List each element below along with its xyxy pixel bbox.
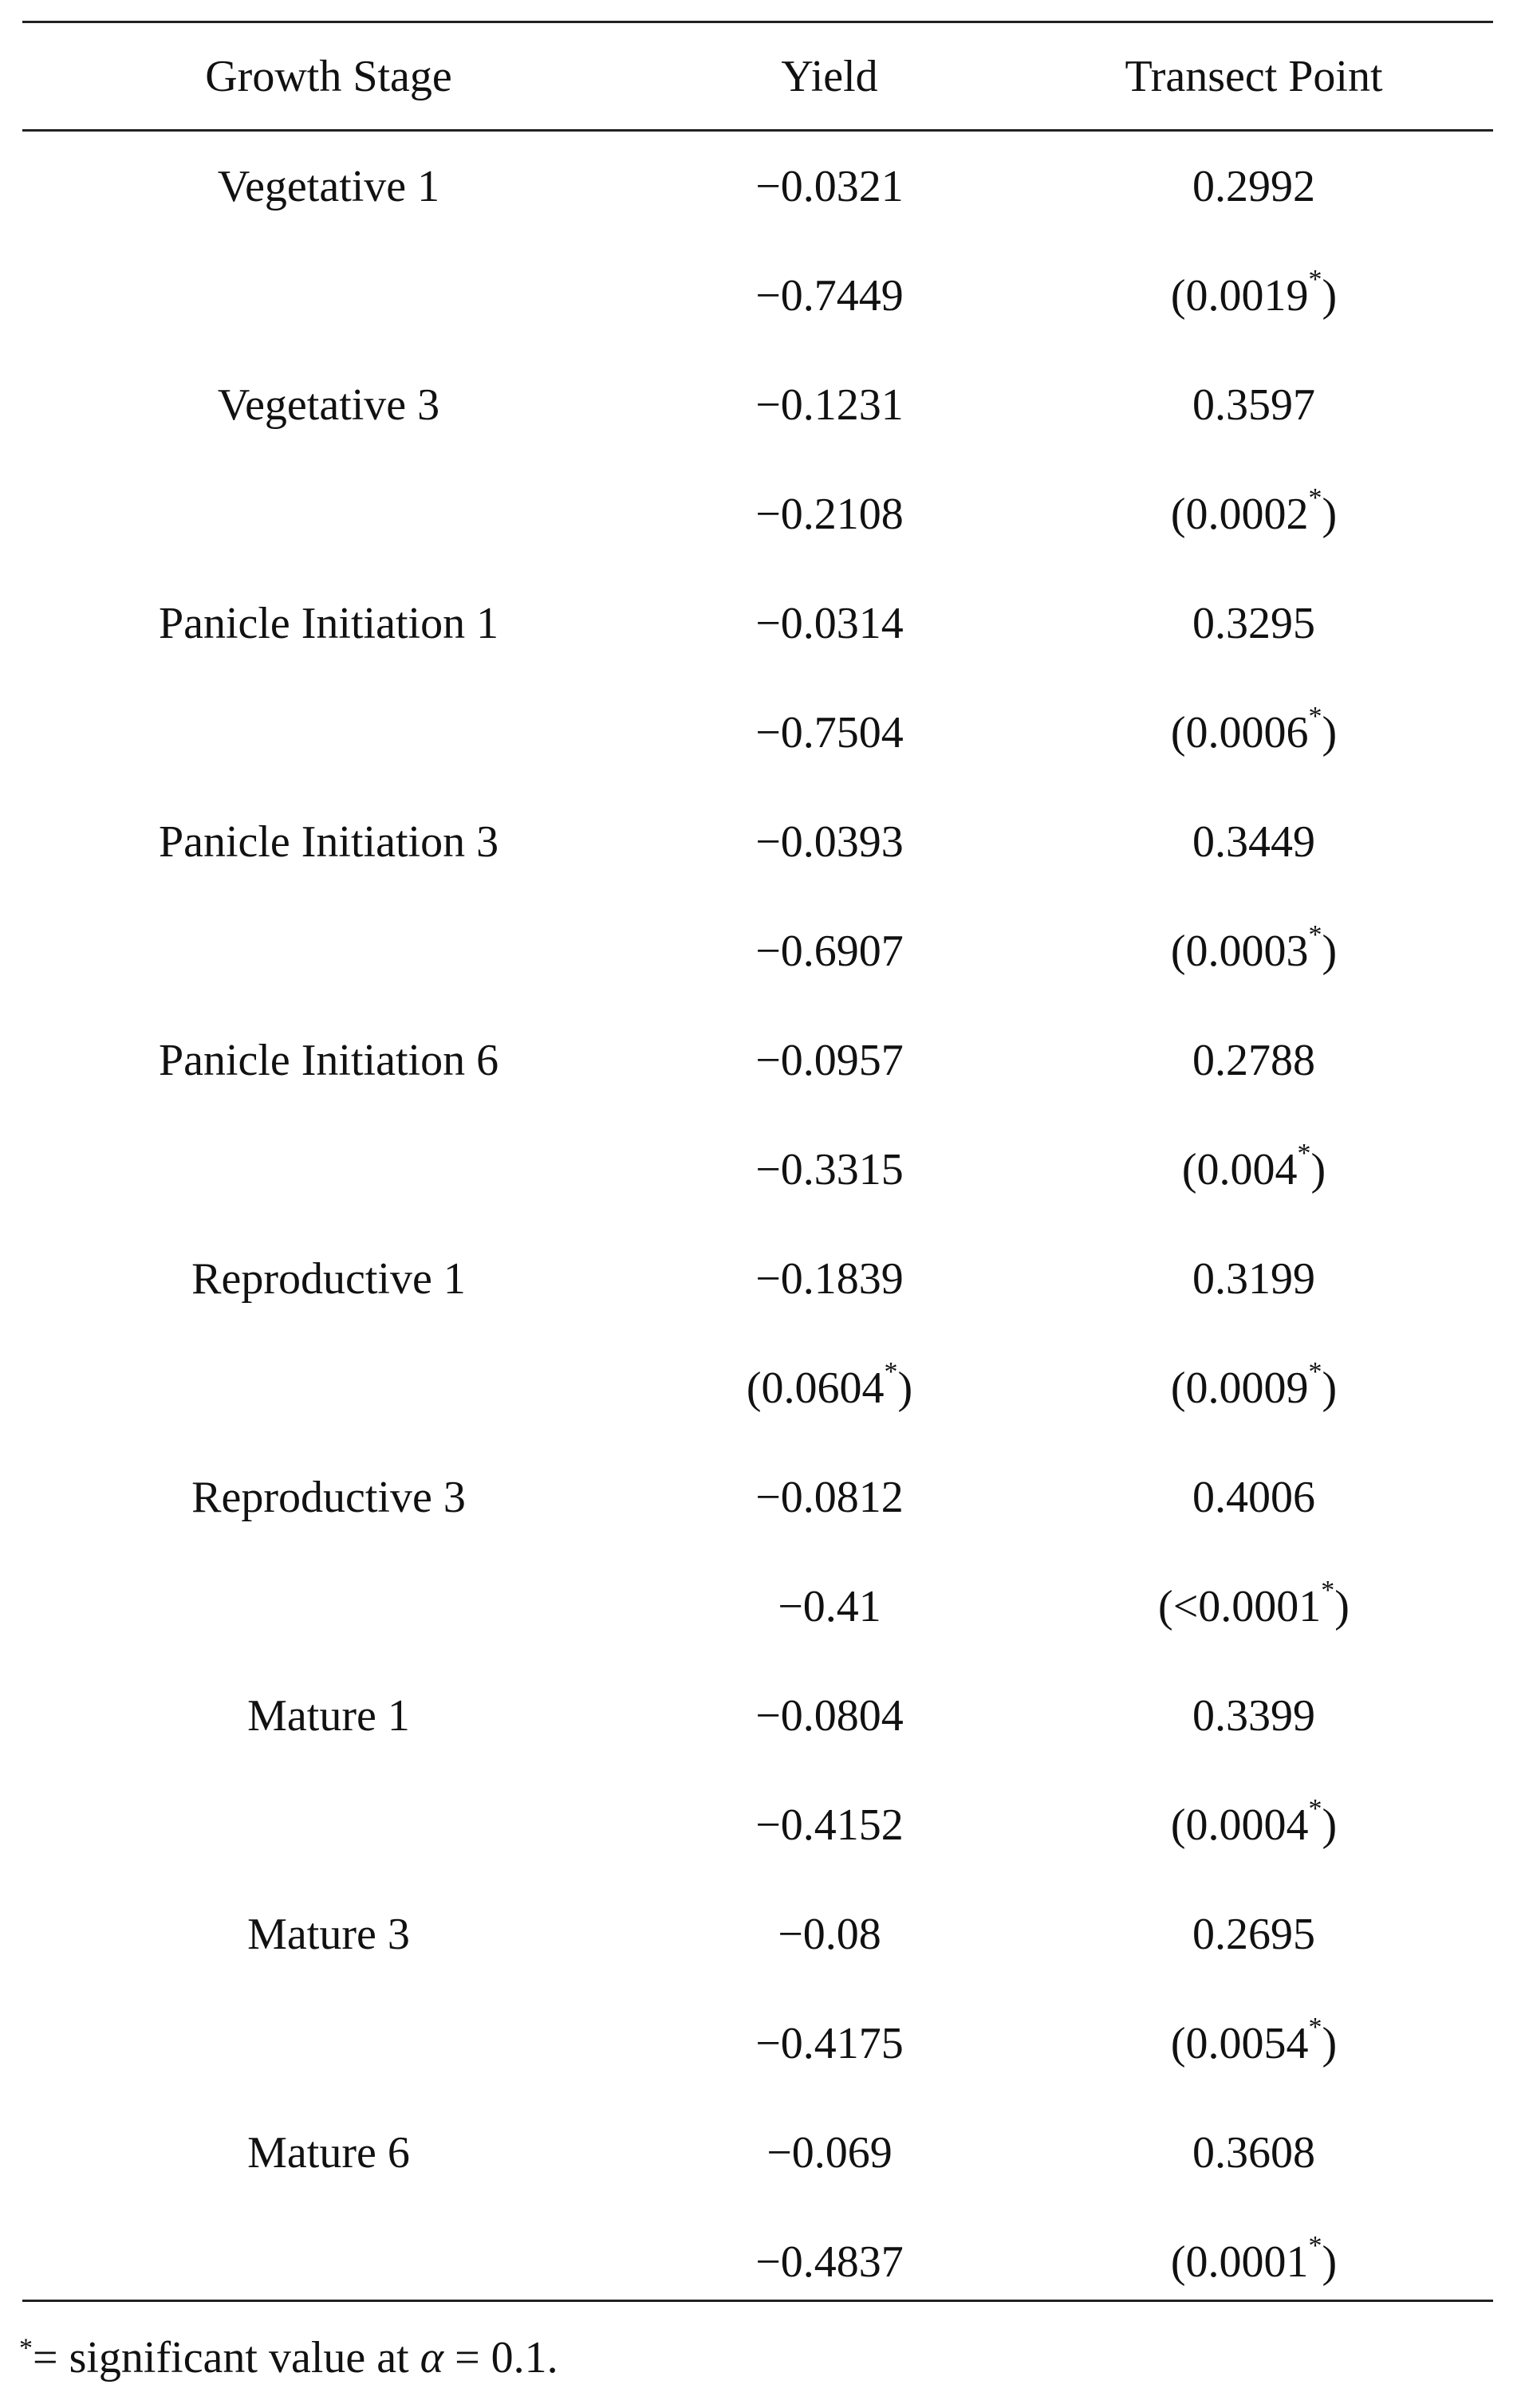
table-bottom-rule	[22, 2300, 1493, 2302]
cell-transect-point: (0.0001*)	[1170, 2231, 1338, 2287]
cell-transect-point: 0.3608	[1192, 2128, 1315, 2178]
cell-growth-stage: Reproductive 1	[191, 1254, 466, 1304]
cell-yield: (0.0604*)	[746, 1357, 913, 1413]
cell-yield: −0.0321	[755, 162, 904, 211]
cell-transect-point: (0.004*)	[1181, 1139, 1326, 1194]
cell-transect-point: 0.3295	[1192, 599, 1315, 648]
cell-growth-stage: Panicle Initiation 3	[158, 817, 499, 867]
cell-yield: −0.0393	[755, 817, 904, 867]
header-growth-stage: Growth Stage	[205, 52, 452, 101]
cell-yield: −0.2108	[755, 490, 904, 539]
cell-transect-point: 0.4006	[1192, 1473, 1315, 1522]
cell-transect-point: (0.0003*)	[1170, 920, 1338, 976]
cell-transect-point: (0.0054*)	[1170, 2013, 1338, 2068]
table-top-rule	[22, 21, 1493, 23]
cell-yield: −0.0957	[755, 1036, 904, 1085]
cell-transect-point: (0.0002*)	[1170, 483, 1338, 539]
cell-yield: −0.7504	[755, 708, 904, 757]
cell-growth-stage: Vegetative 3	[217, 380, 440, 430]
cell-growth-stage: Panicle Initiation 1	[158, 599, 499, 648]
cell-transect-point: (<0.0001*)	[1158, 1576, 1350, 1631]
cell-yield: −0.41	[778, 1582, 881, 1631]
cell-yield: −0.7449	[755, 271, 904, 321]
cell-growth-stage: Mature 6	[247, 2128, 410, 2178]
cell-transect-point: 0.3399	[1192, 1691, 1315, 1741]
cell-yield: −0.1231	[755, 380, 904, 430]
cell-yield: −0.0804	[755, 1691, 904, 1741]
cell-transect-point: 0.2788	[1192, 1036, 1315, 1085]
cell-yield: −0.4152	[755, 1800, 904, 1850]
table-header-rule	[22, 129, 1493, 132]
cell-yield: −0.3315	[755, 1145, 904, 1194]
cell-transect-point: 0.3449	[1192, 817, 1315, 867]
cell-transect-point: 0.3199	[1192, 1254, 1315, 1304]
header-yield: Yield	[781, 52, 878, 101]
cell-growth-stage: Mature 3	[247, 1910, 410, 1959]
cell-transect-point: 0.3597	[1192, 380, 1315, 430]
cell-yield: −0.1839	[755, 1254, 904, 1304]
cell-growth-stage: Panicle Initiation 6	[158, 1036, 499, 1085]
cell-transect-point: 0.2695	[1192, 1910, 1315, 1959]
cell-yield: −0.4837	[755, 2237, 904, 2287]
cell-growth-stage: Reproductive 3	[191, 1473, 466, 1522]
footnote	[19, 2331, 558, 2385]
footnote-alpha: α	[420, 2333, 444, 2382]
cell-transect-point: 0.2992	[1192, 162, 1315, 211]
header-transect-point: Transect Point	[1125, 52, 1383, 101]
cell-transect-point: (0.0019*)	[1170, 265, 1338, 321]
cell-yield: −0.069	[766, 2128, 893, 2178]
cell-yield: −0.0314	[755, 599, 904, 648]
footnote-text-after: = 0.1.	[443, 2333, 558, 2382]
cell-transect-point: (0.0006*)	[1170, 702, 1338, 757]
footnote-text-before: = significant value at	[33, 2333, 420, 2382]
cell-yield: −0.6907	[755, 927, 904, 976]
cell-growth-stage: Mature 1	[247, 1691, 410, 1741]
footnote-marker: *	[19, 2333, 33, 2363]
cell-yield: −0.0812	[755, 1473, 904, 1522]
cell-transect-point: (0.0009*)	[1170, 1357, 1338, 1413]
cell-growth-stage: Vegetative 1	[217, 162, 440, 211]
cell-yield: −0.4175	[755, 2019, 904, 2068]
cell-transect-point: (0.0004*)	[1170, 1794, 1338, 1850]
cell-yield: −0.08	[778, 1910, 881, 1959]
